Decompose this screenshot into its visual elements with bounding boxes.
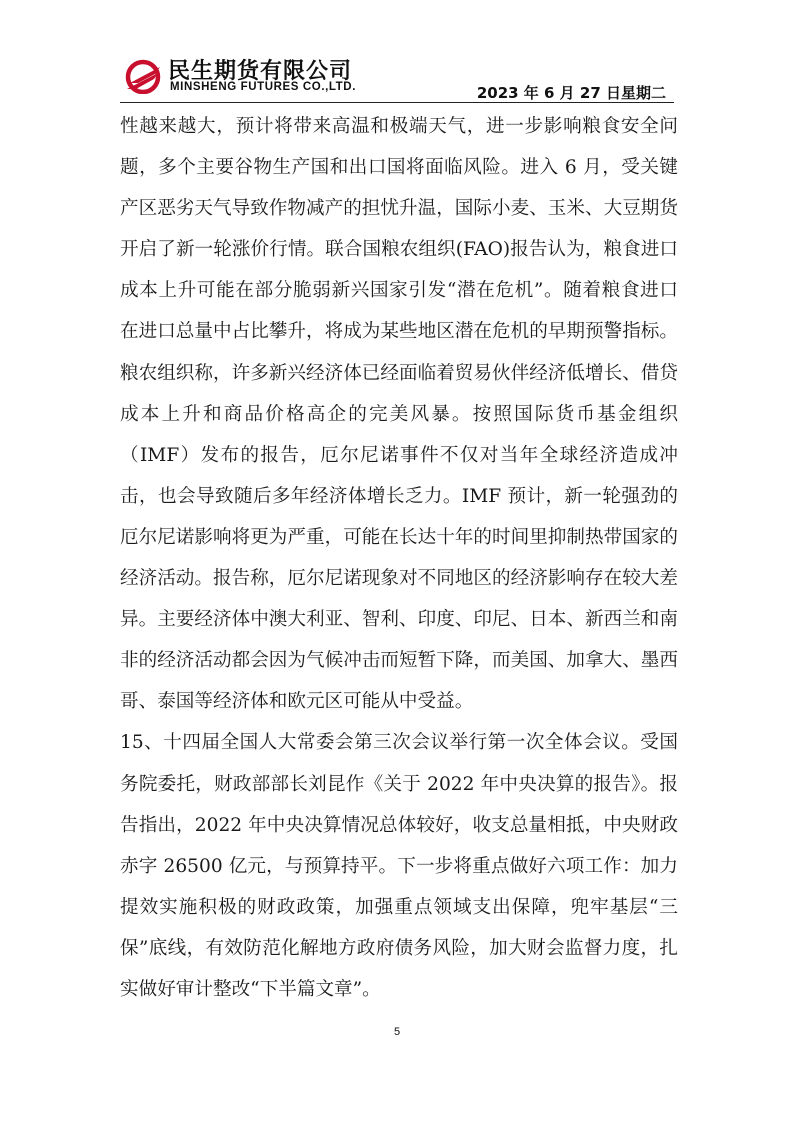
document-body (120, 106, 678, 1010)
page-number: 5 (393, 1026, 401, 1038)
company-logo (120, 54, 380, 100)
company-name-cn: 民生期货有限公司 (168, 59, 353, 84)
page-header (120, 54, 674, 103)
body-paragraph: 15、十四届全国人大常委会第三次会议举行第一次全体会议。受国务院委托，财政部部长刘昆作《关于 2022 年中央决算的报告》。报告指出，2022 年中央决算情况总体较好，收支总量相抵，中央财政赤字 26500 亿元，与预算持平。下一步将重点做好六项工作：加力提效实施积极的财政政策，加强重点领域支出保障，兜牢基层“三保”底线，有效防范化解地方政府债务风险，加大财会监督力度，扎实做好审计整改“下半篇文章”。 (120, 732, 678, 1000)
report-date: 2023 年 6 月 27 日星期二 (476, 84, 666, 102)
body-paragraph: 性越来越大，预计将带来高温和极端天气，进一步影响粮食安全问题，多个主要谷物生产国和出口国将面临风险。进入 6 月，受关键产区恶劣天气导致作物减产的担忧升温，国际小麦、玉米、大豆期货开启了新一轮涨价行情。联合国粮农组织(FAO)报告认为，粮食进口成本上升可能在部分脆弱新兴国家引发“潜在危机”。随着粮食进口在进口总量中占比攀升，将成为某些地区潜在危机的早期预警指标。粮农组织称，许多新兴经济体已经面临着贸易伙伴经济低增长、借贷成本上升和商品价格高企的完美风暴。按照国际货币基金组织（IMF）发布的报告，厄尔尼诺事件不仅对当年全球经济造成冲击，也会导致随后多年经济体增长乏力。IMF 预计，新一轮强劲的厄尔尼诺影响将更为严重，可能在长达十年的时间里抑制热带国家的经济活动。报告称，厄尔尼诺现象对不同地区的经济影响存在较大差异。主要经济体中澳大利亚、智利、印度、印尼、日本、新西兰和南非的经济活动都会因为气候冲击而短暂下降，而美国、加拿大、墨西哥、泰国等经济体和欧元区可能从中受益。 (120, 116, 678, 713)
minsheng-logo-icon (124, 58, 164, 94)
company-name-en: MINSHENG FUTURES CO.,LTD. (170, 81, 357, 93)
